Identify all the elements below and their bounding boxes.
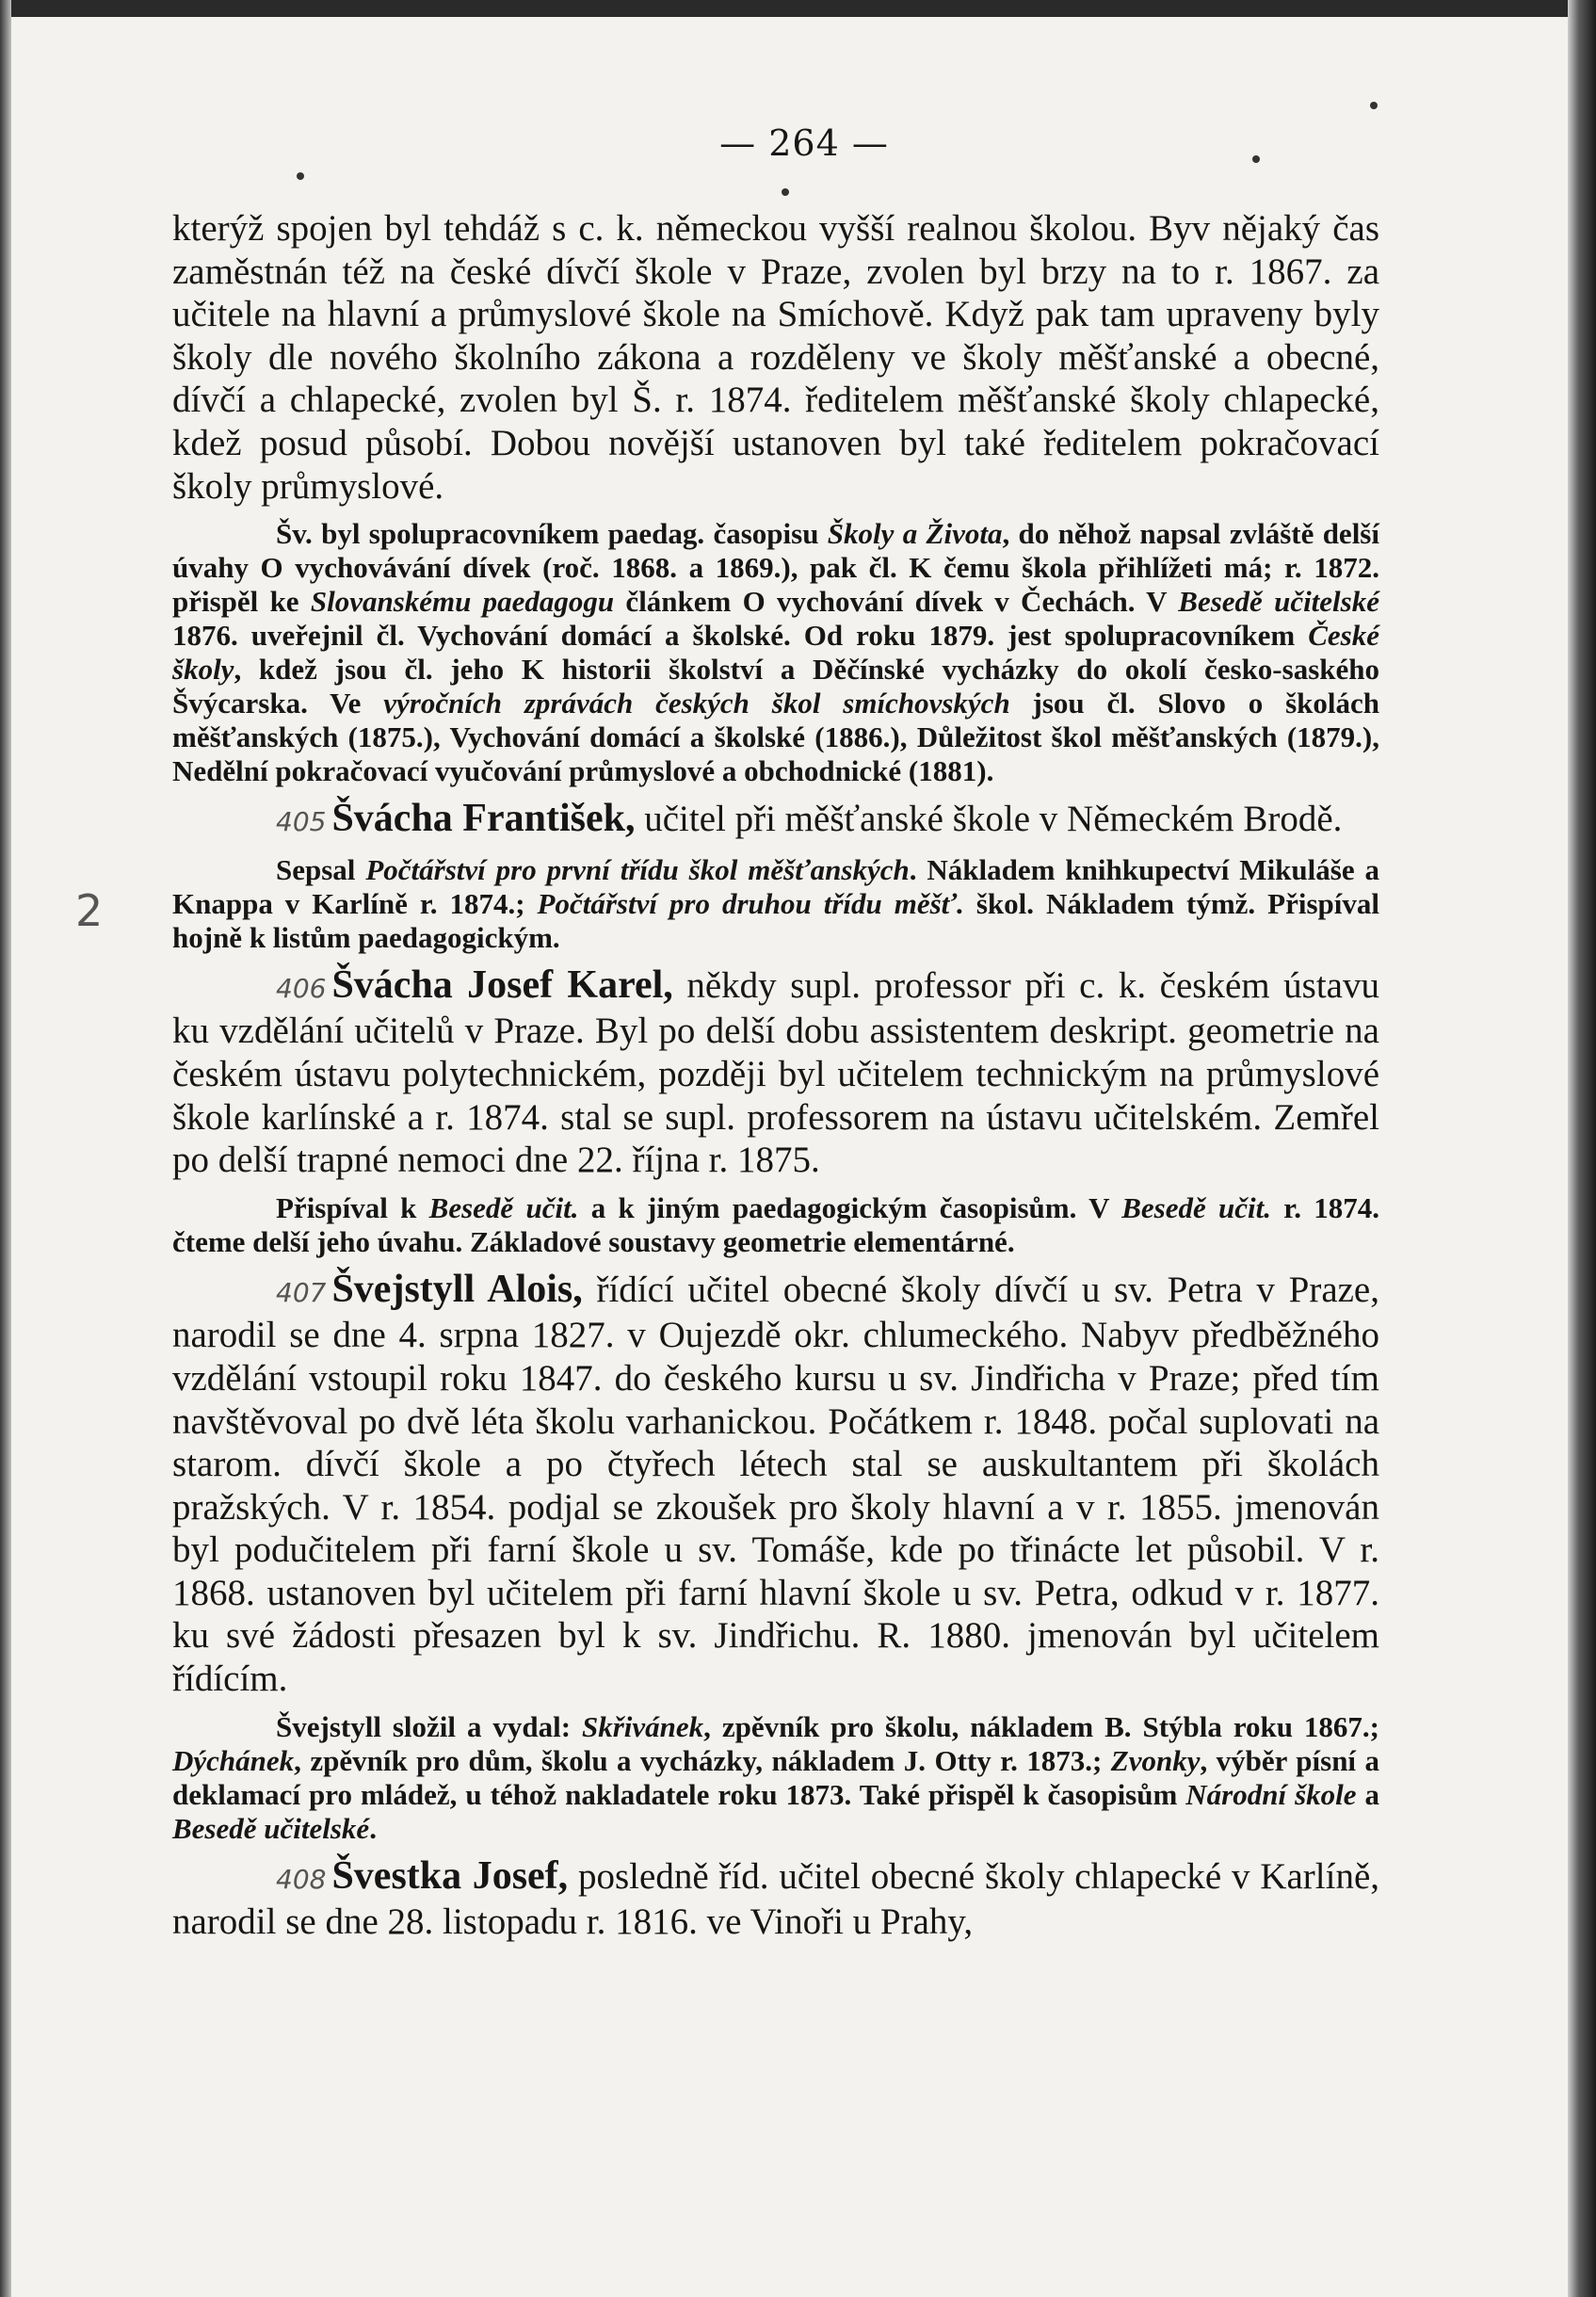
entry-number-annotation: 405 [276,806,327,838]
entry-number-annotation: 407 [276,1276,327,1308]
footnote-paragraph-2: Sepsal Počtářství pro první třídu škol měšťanských. Nákladem knihkupectví Mikuláše a Knappa v Karlíně r. 1874.; Počtářství pro druhou třídu měšť. škol. Nákladem týmž. Přispíval hojně k listům paedagogickým. [172,852,1380,954]
scan-border-left [0,0,11,2297]
entry-name: Švácha František, [331,797,636,841]
scan-border-right [1568,0,1596,2297]
entry-number-annotation: 406 [276,972,327,1004]
footnote-paragraph-4: Švejstyll složil a vydal: Skřivánek, zpěvník pro školu, nákladem B. Stýbla roku 1867.; Dýchánek, zpěvník pro dům, školu a vycházky, nákladem J. Otty r. 1873.; Zvonky, výběr písní a deklamací pro mládež, u téhož nakladatele roku 1873. Také přispěl k časopisům Národní škole a Besedě učitelské. [172,1709,1379,1845]
scan-border-top [0,0,1596,17]
paragraph-continuation: kterýž spojen byl tehdáž s c. k. německou vyšší realnou školou. Byv nějaký čas zaměstnán též na české dívčí škole v Praze, zvolen byl brzy na to r. 1867. za učitele na hlavní a průmyslové škole na Smíchově. Když pak tam upraveny byly školy dle nového školního zákona a rozděleny ve školy měšťanské a obecné, dívčí a chlapecké, zvolen byl Š. r. 1874. ředitelem měšťanské školy chlapecké, kdež posud působí. Dobou novější ustanoven byl také ředitelem pokračovací školy průmyslové. [172,208,1379,507]
entry-name: Švácha Josef Karel, [331,962,673,1007]
speck [1370,102,1378,109]
entry-svacha-frantisek: 405 Švácha František, učitel při měšťanské škole v Německém Brodě. [276,797,1343,841]
entry-name: Švestka Josef, [331,1853,569,1898]
footnote-paragraph-3: Přispíval k Besedě učit. a k jiným paedagogickým časopisům. V Besedě učit. r. 1874. čteme delší jeho úvahu. Základové soustavy geometrie elementárné. [172,1190,1379,1258]
entry-svestka-josef: 408 Švestka Josef, posledně říd. učitel obecné školy chlapecké v Karlíně, narodil se dne 28. listopadu r. 1816. ve Vinoři u Prahy, [172,1853,1379,1943]
entry-number-annotation: 408 [276,1863,327,1895]
entry-svacha-josef-karel: 406 Švácha Josef Karel, někdy supl. professor při c. k. českém ústavu ku vzdělání učitelů v Praze. Byl po delší dobu assistentem deskript. geometrie na českém ústavu polytechnickém, později byl učitelem technickým na průmyslové škole karlínské a r. 1874. stal se supl. professorem na ústavu učitelském. Zemřel po delší trapné nemoci dne 22. října r. 1875. [172,962,1379,1181]
book-page [172,122,1379,1944]
entry-name: Švejstyll Alois, [331,1267,583,1311]
page-number: — 264 — [719,122,889,164]
entry-svejstyll-alois: 407 Švejstyll Alois, řídící učitel obecné školy dívčí u sv. Petra v Praze, narodil se dne 4. srpna 1827. v Oujezdě okr. chlumeckého. Nabyv předběžného vzdělání vstoupil roku 1847. do českého kursu u sv. Jindřicha v Praze; před tím navštěvoval po dvě léta školu varhanickou. Počátkem r. 1848. počal suplovati na starom. dívčí škole a po čtyřech létech stal se auskultantem při školách pražských. V r. 1854. podjal se zkoušek pro školy hlavní a v r. 1855. jmenován byl podučitelem při farní škole u sv. Tomáše, kde po třinácte let působil. V r. 1868. ustanoven byl učitelem při farní hlavní škole u sv. Petra, odkud v r. 1877. ku své žádosti přesazen byl k sv. Jindřichu. R. 1880. jmenován byl učitelem řídícím. [172,1267,1379,1700]
margin-handwritten-mark: 2 [75,885,104,936]
footnote-paragraph-1: Šv. byl spolupracovníkem paedag. časopisu Školy a Života, do něhož napsal zvláště delší úvahy O vychovávání dívek (roč. 1868. a 1869.), pak čl. K čemu škola přihlížeti má; r. 1872. přispěl ke Slovanskému paedagogu článkem O vychování dívek v Čechách. V Besedě učitelské 1876. uveřejnil čl. Vychování domácí a školské. Od roku 1879. jest spolupracovníkem České školy, kdež jsou čl. jeho K historii školství a Děčínské vycházky do okolí česko-saského Švýcarska. Ve výročních zprávách českých škol smíchovských jsou čl. Slovo o školách měšťanských (1875.), Vychování domácí a školské (1886.), Důležitost škol měšťanských (1879.), Nedělní pokračovací vyučování průmyslové a obchodnické (1881). [172,517,1379,788]
